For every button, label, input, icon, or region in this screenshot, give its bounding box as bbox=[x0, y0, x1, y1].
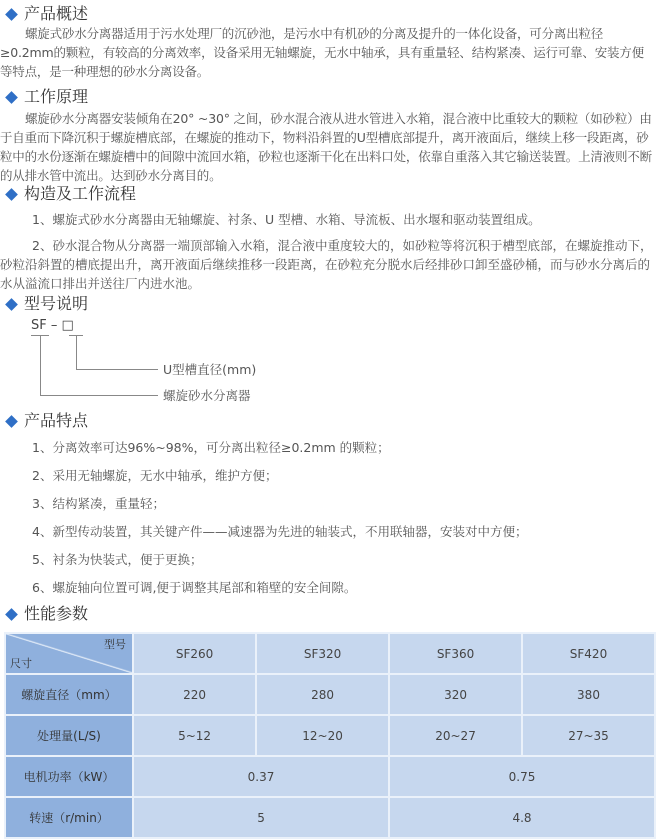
feature-item: 4、新型传动装置，其关键产件——减速器为先进的轴装式，不用联轴器，安装对中方便； bbox=[32, 524, 528, 539]
label-diameter: U型槽直径(mm) bbox=[163, 362, 257, 377]
table-cell: 0.37 bbox=[133, 756, 389, 797]
connector-line bbox=[76, 336, 77, 369]
model-header: SF420 bbox=[522, 633, 655, 674]
table-row bbox=[5, 797, 655, 838]
corner-top-label: 型号 bbox=[104, 638, 126, 651]
table-cell: 320 bbox=[389, 674, 522, 715]
table-cell: 0.75 bbox=[389, 756, 655, 797]
corner-bottom-label: 尺寸 bbox=[10, 657, 32, 670]
diamond-bullet-icon bbox=[5, 188, 18, 201]
row-label: 电机功率（kW） bbox=[5, 756, 133, 797]
table-cell: 12~20 bbox=[256, 715, 389, 756]
model-header: SF320 bbox=[256, 633, 389, 674]
label-name: 螺旋砂水分离器 bbox=[163, 388, 251, 403]
heading-overview bbox=[4, 3, 88, 25]
model-box: □ bbox=[61, 318, 74, 333]
table-row bbox=[5, 715, 655, 756]
model-code bbox=[31, 318, 74, 333]
structure-item: 1、螺旋式砂水分离器由无轴螺旋、衬条、U 型槽、水箱、导流板、出水堰和驱动装置组成。 bbox=[32, 212, 541, 227]
heading-text: 型号说明 bbox=[24, 294, 89, 313]
heading-text: 性能参数 bbox=[24, 604, 89, 623]
row-label: 转速（r/min） bbox=[5, 797, 133, 838]
feature-item: 6、螺旋轴向位置可调,便于调整其尾部和箱壁的安全间隙。 bbox=[32, 580, 357, 595]
diamond-bullet-icon bbox=[5, 91, 18, 104]
diamond-bullet-icon bbox=[5, 608, 18, 621]
table-cell: 5~12 bbox=[133, 715, 256, 756]
heading-text: 产品特点 bbox=[24, 411, 89, 430]
heading-params bbox=[4, 603, 88, 625]
connector-line bbox=[40, 336, 41, 395]
table-row bbox=[5, 674, 655, 715]
table-cell: 280 bbox=[256, 674, 389, 715]
diamond-bullet-icon bbox=[5, 415, 18, 428]
table-cell: 380 bbox=[522, 674, 655, 715]
diamond-bullet-icon bbox=[5, 298, 18, 311]
feature-item: 3、结构紧凑，重量轻； bbox=[32, 496, 165, 511]
feature-item: 5、衬条为快装式，便于更换； bbox=[32, 552, 203, 567]
principle-text: 螺旋砂水分离器安装倾角在20° ~30° 之间，砂水混合液从进水管进入水箱，混合液中比重较大的颗粒（如砂粒）由于自重而下降沉积于螺旋槽底部，在螺旋的推动下，物料沿斜置的U型槽底部提升，离开液面后，继续上移一段距离，砂粒中的水份逐渐在螺旋槽中的间隙中流回水箱，砂粒也逐渐干化在出料口处，依靠自重落入其它输送装置。上清液则不断的从排水管中流出。达到砂水分离目的。 bbox=[0, 111, 652, 183]
heading-principle bbox=[4, 86, 88, 108]
heading-text: 工作原理 bbox=[24, 87, 89, 106]
heading-features bbox=[4, 410, 88, 432]
diamond-bullet-icon bbox=[5, 8, 18, 21]
table-cell: 220 bbox=[133, 674, 256, 715]
row-label: 处理量(L/S) bbox=[5, 715, 133, 756]
structure-item: 2、砂水混合物从分离器一端顶部输入水箱，混合液中重度较大的，如砂粒等将沉积于槽型底部，在螺旋推动下，砂粒沿斜置的槽底提出升，离开液面后继续推移一段距离，在砂粒充分脱水后经排砂口卸至盛砂桶，而与砂水分离后的水从溢流口排出并送往厂内进水池。 bbox=[0, 238, 653, 291]
table-cell: 5 bbox=[133, 797, 389, 838]
model-header: SF260 bbox=[133, 633, 256, 674]
connector-line bbox=[40, 395, 158, 396]
feature-item: 1、分离效率可达96%~98%，可分离出粒径≥0.2mm 的颗粒； bbox=[32, 440, 390, 455]
model-header: SF360 bbox=[389, 633, 522, 674]
row-label: 螺旋直径（mm） bbox=[5, 674, 133, 715]
corner-cell bbox=[5, 633, 133, 674]
heading-text: 产品概述 bbox=[24, 4, 89, 23]
model-dash: – bbox=[50, 318, 58, 333]
model-prefix: SF bbox=[31, 318, 47, 333]
table-cell: 27~35 bbox=[522, 715, 655, 756]
table-cell: 20~27 bbox=[389, 715, 522, 756]
heading-model bbox=[4, 293, 88, 315]
table-row bbox=[5, 756, 655, 797]
overview-text: 螺旋式砂水分离器适用于污水处理厂的沉砂池，是污水中有机砂的分离及提升的一体化设备，可分离出粒径≥0.2mm的颗粒，有较高的分离效率，设备采用无轴螺旋，无水中轴承，具有重量轻、结构紧凑、运行可靠、安装方便等特点，是一种理想的砂水分离设备。 bbox=[0, 26, 644, 79]
feature-item: 2、采用无轴螺旋，无水中轴承，维护方便； bbox=[32, 468, 278, 483]
connector-line bbox=[76, 369, 158, 370]
heading-structure bbox=[4, 183, 136, 205]
table-cell: 4.8 bbox=[389, 797, 655, 838]
table-header-row bbox=[5, 633, 655, 674]
heading-text: 构造及工作流程 bbox=[24, 184, 137, 203]
